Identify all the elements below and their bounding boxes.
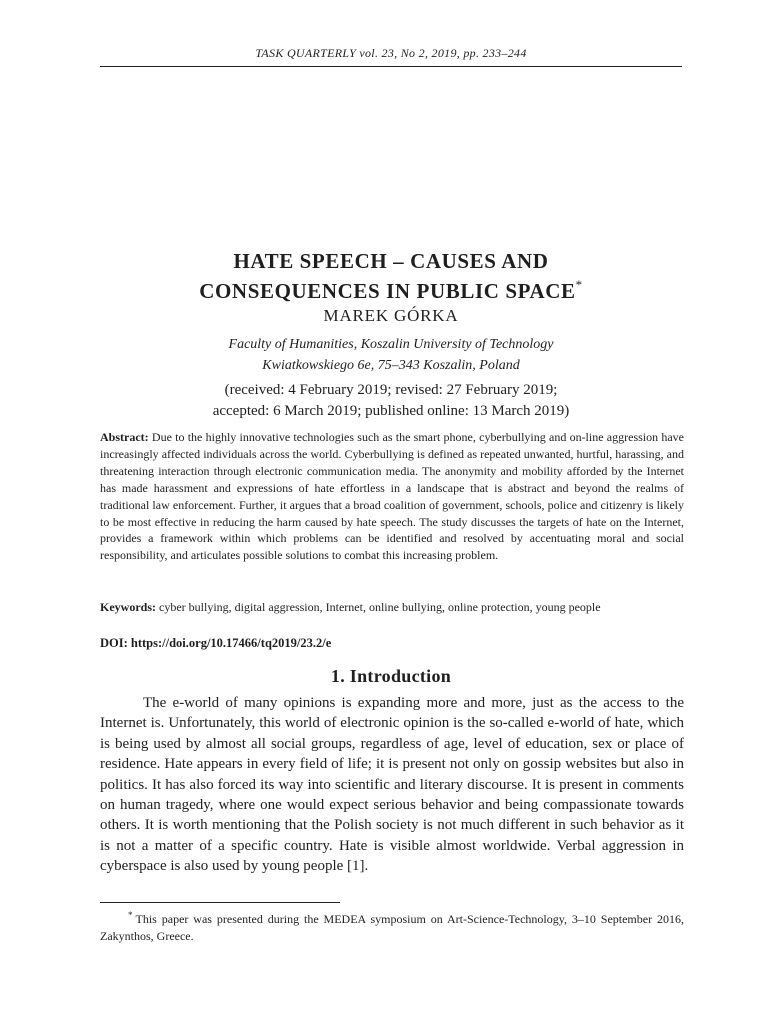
abstract-text: Due to the highly innovative technologies such as the smart phone, cyberbullying and on-line aggression have increasingly affected individuals across the world. Cyberbullying is defined as repeated unwanted, hurtful, harassing, and threatening interaction through electronic communication media. The anonymity and mobility afforded by the Internet has made harassment and expressions of hate effortless in a landscape that is abstract and beyond the realms of traditional law enforcement. Further, it argues that a broad coalition of government, schools, police and citizenry is likely to be most effective in reducing the harm caused by hate speech. The study discusses the targets of hate on the Internet, provides a framework within which problems can be identified and resolved by accentuating moral and social responsibility, and articulates possible solutions to combat this increasing problem.	[100, 430, 685, 563]
header-rule	[100, 66, 682, 67]
dates-line-2: accepted: 6 March 2019; published online: 13 March 2019)	[212, 403, 570, 419]
footnote-rule	[100, 902, 340, 903]
footnote-mark: *	[128, 910, 133, 920]
footnote	[100, 911, 684, 945]
introduction-paragraph: The e-world of many opinions is expanding more and more, just as the access to the Internet is. Unfortunately, this world of electronic opinion is the so-called e-world of hate, which is being used by almost all social groups, regardless of age, level of education, sex or place of residence. Hate appears in every field of life; it is present not only on gossip websites but also in politics. It has also forced its way into scientific and literary discourse. It is present in comments on human tragedy, where one would expect serious behavior and being compassionate towards others. It is worth mentioning that the Polish society is not much different in such behavior as it is not a matter of a specific country. Hate is visible almost worldwide. Verbal aggression in cyberspace is also used by young people [1].	[100, 695, 684, 875]
affiliation	[100, 334, 682, 376]
doi-label: DOI:	[100, 636, 128, 650]
keywords-label: Keywords:	[100, 600, 156, 614]
doi-link[interactable]: https://doi.org/10.17466/tq2019/23.2/e	[130, 636, 332, 650]
abstract-label: Abstract:	[100, 430, 149, 444]
affiliation-line-2: Kwiatkowskiego 6e, 75–343 Koszalin, Poland	[262, 358, 520, 373]
title-line-2	[100, 276, 682, 306]
publication-dates	[100, 380, 682, 422]
keywords-text: cyber bullying, digital aggression, Internet, online bullying, online protection, young people	[159, 600, 601, 614]
paper-title	[100, 246, 682, 306]
affiliation-line-1: Faculty of Humanities, Koszalin University of Technology	[228, 337, 554, 352]
dates-line-1: (received: 4 February 2019; revised: 27 February 2019;	[224, 382, 558, 398]
title-line-1: HATE SPEECH – CAUSES AND	[233, 249, 549, 273]
running-head: TASK QUARTERLY vol. 23, No 2, 2019, pp. 233–244	[255, 46, 527, 60]
author-name: MAREK GÓRKA	[323, 306, 459, 325]
section-heading: 1. Introduction	[330, 666, 452, 686]
title-footnote-mark[interactable]: *	[575, 277, 583, 292]
title-line-2-text: CONSEQUENCES IN PUBLIC SPACE	[199, 279, 576, 303]
doi	[100, 636, 684, 651]
footnote-text: This paper was presented during the MEDEA symposium on Art-Science-Technology, 3–10 September 2016, Zakynthos, Greece.	[100, 912, 684, 943]
abstract	[100, 429, 684, 564]
keywords	[100, 599, 684, 616]
